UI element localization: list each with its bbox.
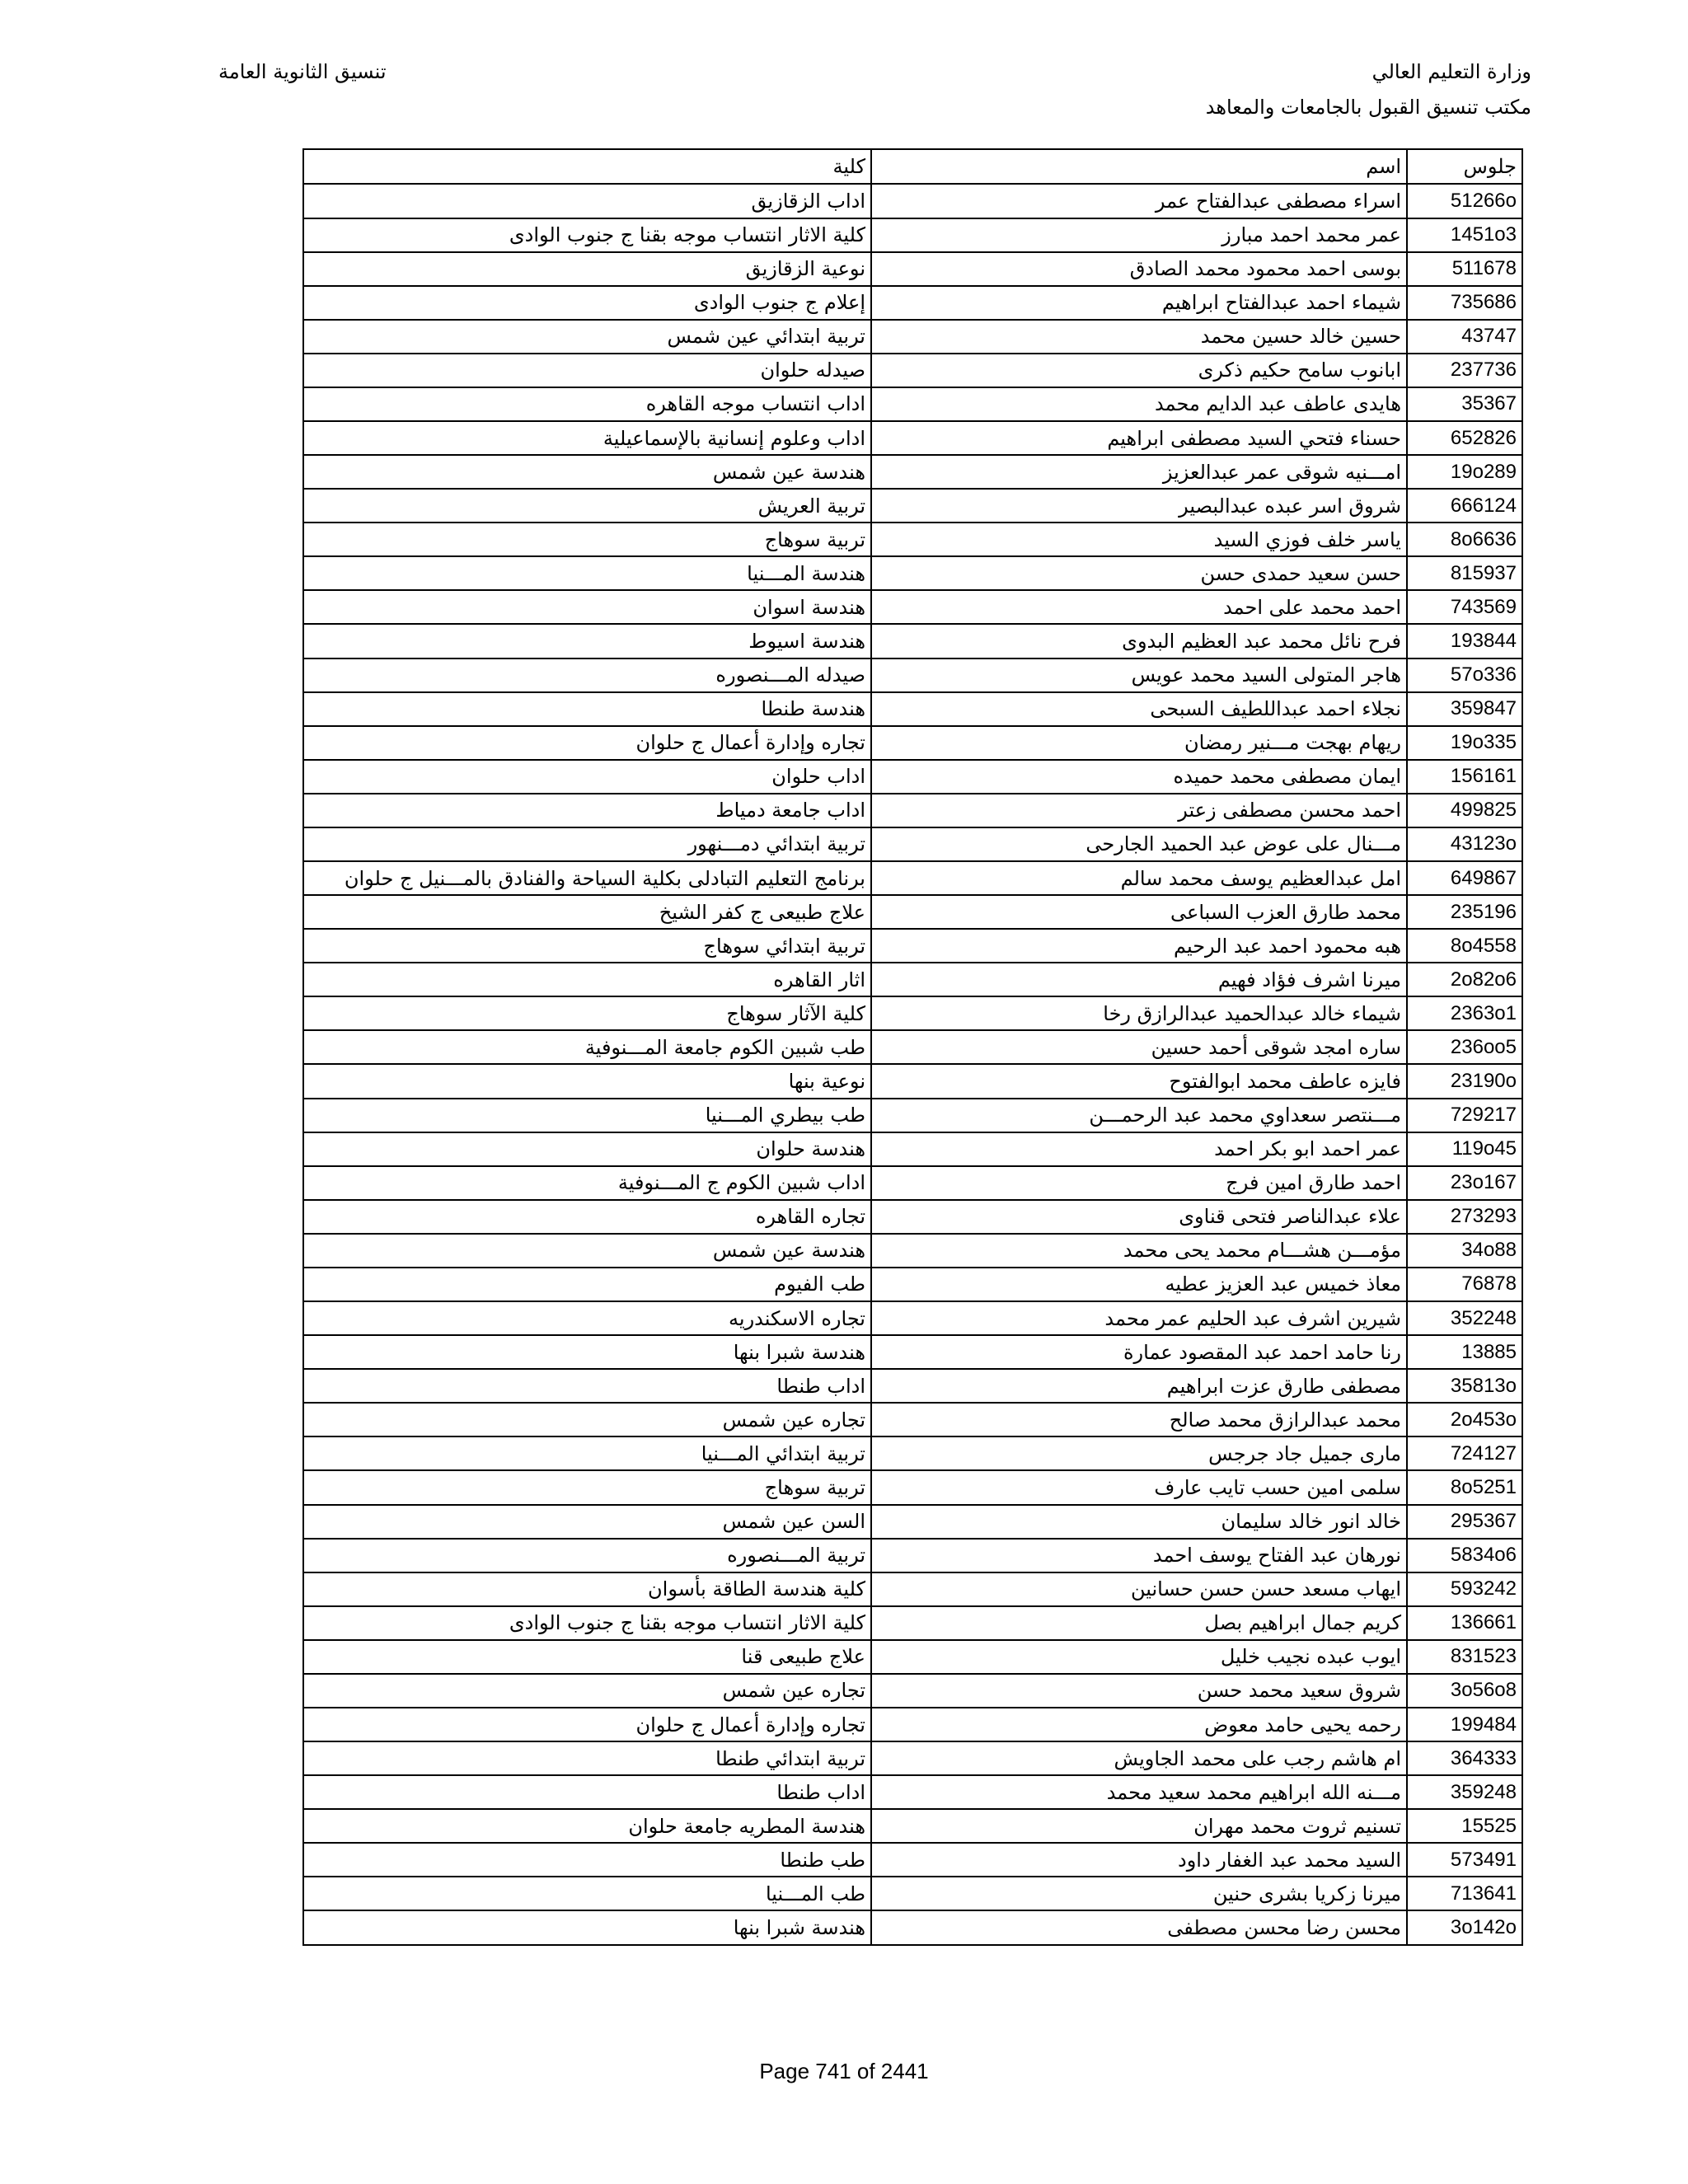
name-cell: ايوب عبده نجيب خليل — [871, 1640, 1407, 1674]
seat-cell: 2o453o — [1407, 1403, 1522, 1436]
seat-cell: 2o82o6 — [1407, 963, 1522, 996]
college-cell: تربية المـــنصوره — [303, 1539, 871, 1572]
name-cell: ايهاب مسعد حسن حسن حسانين — [871, 1572, 1407, 1606]
college-cell: صيدله حلوان — [303, 354, 871, 387]
name-cell: تسنيم ثروت محمد مهران — [871, 1809, 1407, 1843]
table-row — [303, 1268, 1522, 1301]
name-cell: خالد انور خالد سليمان — [871, 1505, 1407, 1539]
college-cell: تجاره وإدارة أعمال ج حلوان — [303, 726, 871, 760]
table-row — [303, 1030, 1522, 1064]
college-cell: تربية ابتدائي طنطا — [303, 1741, 871, 1775]
college-cell: كلية هندسة الطاقة بأسوان — [303, 1572, 871, 1606]
name-cell: شيماء خالد عبدالحميد عبدالرازق رخا — [871, 996, 1407, 1030]
college-cell: اداب طنطا — [303, 1775, 871, 1809]
seat-cell: 359847 — [1407, 692, 1522, 726]
college-cell: كلية الاثار انتساب موجه بقنا ج جنوب الوادى — [303, 218, 871, 252]
name-cell: معاذ خميس عبد العزيز عطيه — [871, 1268, 1407, 1301]
seat-cell: 43747 — [1407, 320, 1522, 354]
column-header-college: كلية — [303, 149, 871, 184]
table-row — [303, 1200, 1522, 1234]
table-row — [303, 320, 1522, 354]
name-cell: ابانوب سامح حكيم ذكرى — [871, 354, 1407, 387]
name-cell: كريم جمال ابراهيم بصل — [871, 1606, 1407, 1640]
college-cell: تربية ابتدائي سوهاج — [303, 929, 871, 963]
college-cell: تربية سوهاج — [303, 523, 871, 556]
college-cell: هندسة حلوان — [303, 1132, 871, 1166]
name-cell: ميرنا زكريا بشرى حنين — [871, 1877, 1407, 1910]
seat-cell: 51266o — [1407, 184, 1522, 218]
college-cell: طب بيطري المـــنيا — [303, 1099, 871, 1132]
table-row — [303, 929, 1522, 963]
name-cell: امل عبدالعظيم يوسف محمد سالم — [871, 861, 1407, 895]
table-row — [303, 1369, 1522, 1403]
name-cell: رحمه يحيى حامد معوض — [871, 1708, 1407, 1741]
seat-cell: 23190o — [1407, 1064, 1522, 1098]
name-cell: محسن رضا محسن مصطفى — [871, 1910, 1407, 1945]
college-cell: هندسة طنطا — [303, 692, 871, 726]
seat-cell: 236oo5 — [1407, 1030, 1522, 1064]
seat-cell: 119o45 — [1407, 1132, 1522, 1166]
college-cell: اداب وعلوم إنسانية بالإسماعيلية — [303, 421, 871, 455]
name-cell: مؤمـــن هشـــام محمد يحى محمد — [871, 1234, 1407, 1268]
seat-cell: 43123o — [1407, 827, 1522, 861]
college-cell: اداب جامعة دمياط — [303, 794, 871, 827]
college-cell: هندسة المـــنيا — [303, 556, 871, 590]
table-row — [303, 1403, 1522, 1436]
college-cell: طب الفيوم — [303, 1268, 871, 1301]
college-cell: تربية العريش — [303, 489, 871, 523]
table-row — [303, 1539, 1522, 1572]
seat-cell: 713641 — [1407, 1877, 1522, 1910]
seat-cell: 1451o3 — [1407, 218, 1522, 252]
seat-cell: 19o335 — [1407, 726, 1522, 760]
table-row — [303, 861, 1522, 895]
table-row — [303, 726, 1522, 760]
college-cell: تجاره الاسكندريه — [303, 1301, 871, 1335]
name-cell: عمر احمد ابو بكر احمد — [871, 1132, 1407, 1166]
column-header-seat: جلوس — [1407, 149, 1522, 184]
seat-cell: 2363o1 — [1407, 996, 1522, 1030]
seat-cell: 34o88 — [1407, 1234, 1522, 1268]
college-cell: صيدله المـــنصوره — [303, 658, 871, 692]
seat-cell: 76878 — [1407, 1268, 1522, 1301]
name-cell: هايدى عاطف عبد الدايم محمد — [871, 387, 1407, 421]
college-cell: إعلام ج جنوب الوادى — [303, 286, 871, 320]
name-cell: حسناء فتحي السيد مصطفى ابراهيم — [871, 421, 1407, 455]
seat-cell: 499825 — [1407, 794, 1522, 827]
seat-cell: 724127 — [1407, 1436, 1522, 1470]
table-header-row — [303, 149, 1522, 184]
seat-cell: 199484 — [1407, 1708, 1522, 1741]
seat-cell: 831523 — [1407, 1640, 1522, 1674]
seat-cell: 237736 — [1407, 354, 1522, 387]
name-cell: عمر محمد احمد مبارز — [871, 218, 1407, 252]
college-cell: علاج طبيعى ج كفر الشيخ — [303, 895, 871, 929]
name-cell: مصطفى طارق عزت ابراهيم — [871, 1369, 1407, 1403]
seat-cell: 3o56o8 — [1407, 1674, 1522, 1708]
college-cell: برنامج التعليم التبادلى بكلية السياحة والفنادق بالمـــنيل ج حلوان — [303, 861, 871, 895]
college-cell: تجاره عين شمس — [303, 1403, 871, 1436]
college-cell: طب شبين الكوم جامعة المـــنوفية — [303, 1030, 871, 1064]
seat-cell: 35367 — [1407, 387, 1522, 421]
name-cell: ايمان مصطفى محمد حميده — [871, 760, 1407, 794]
college-cell: كلية الآثار سوهاج — [303, 996, 871, 1030]
college-cell: اداب شبين الكوم ج المـــنوفية — [303, 1166, 871, 1200]
table-row — [303, 827, 1522, 861]
seat-cell: 8o5251 — [1407, 1470, 1522, 1504]
table-row — [303, 1572, 1522, 1606]
name-cell: هاجر المتولى السيد محمد عويس — [871, 658, 1407, 692]
name-cell: شروق سعيد محمد حسن — [871, 1674, 1407, 1708]
seat-cell: 15525 — [1407, 1809, 1522, 1843]
name-cell: شروق اسر عبده عبدالبصير — [871, 489, 1407, 523]
name-cell: ام هاشم رجب على محمد الجاويش — [871, 1741, 1407, 1775]
results-table — [302, 148, 1523, 1946]
table-row — [303, 1335, 1522, 1369]
seat-cell: 352248 — [1407, 1301, 1522, 1335]
seat-cell: 511678 — [1407, 252, 1522, 286]
name-cell: نجلاء احمد عبداللطيف السبحى — [871, 692, 1407, 726]
college-cell: اثار القاهره — [303, 963, 871, 996]
name-cell: مـــنه الله ابراهيم محمد سعيد محمد — [871, 1775, 1407, 1809]
name-cell: فايزه عاطف محمد ابوالفتوح — [871, 1064, 1407, 1098]
table-row — [303, 692, 1522, 726]
college-cell: هندسة المطريه جامعة حلوان — [303, 1809, 871, 1843]
ministry-title: وزارة التعليم العالي — [1372, 60, 1531, 83]
name-cell: محمد طارق العزب السباعى — [871, 895, 1407, 929]
name-cell: ميرنا اشرف فؤاد فهيم — [871, 963, 1407, 996]
table-row — [303, 1132, 1522, 1166]
college-cell: السن عين شمس — [303, 1505, 871, 1539]
table-row — [303, 1640, 1522, 1674]
college-cell: نوعية بنها — [303, 1064, 871, 1098]
name-cell: نورهان عبد الفتاح يوسف احمد — [871, 1539, 1407, 1572]
office-title: مكتب تنسيق القبول بالجامعات والمعاهد — [1205, 96, 1531, 119]
seat-cell: 359248 — [1407, 1775, 1522, 1809]
seat-cell: 815937 — [1407, 556, 1522, 590]
college-cell: تربية ابتدائي عين شمس — [303, 320, 871, 354]
college-cell: تجاره وإدارة أعمال ج حلوان — [303, 1708, 871, 1741]
table-row — [303, 658, 1522, 692]
seat-cell: 3o142o — [1407, 1910, 1522, 1945]
table-row — [303, 963, 1522, 996]
college-cell: هندسة شبرا بنها — [303, 1335, 871, 1369]
table-row — [303, 286, 1522, 320]
seat-cell: 13885 — [1407, 1335, 1522, 1369]
seat-cell: 295367 — [1407, 1505, 1522, 1539]
table-row — [303, 590, 1522, 624]
column-header-name: اسم — [871, 149, 1407, 184]
seat-cell: 649867 — [1407, 861, 1522, 895]
name-cell: احمد محسن مصطفى زعتر — [871, 794, 1407, 827]
seat-cell: 35813o — [1407, 1369, 1522, 1403]
name-cell: مـــنال على عوض عبد الحميد الجارحى — [871, 827, 1407, 861]
seat-cell: 8o4558 — [1407, 929, 1522, 963]
college-cell: تجاره عين شمس — [303, 1674, 871, 1708]
table-row — [303, 1436, 1522, 1470]
college-cell: طب المـــنيا — [303, 1877, 871, 1910]
name-cell: شيرين اشرف عبد الحليم عمر محمد — [871, 1301, 1407, 1335]
college-cell: هندسة اسيوط — [303, 624, 871, 658]
table-row — [303, 1877, 1522, 1910]
table-row — [303, 421, 1522, 455]
name-cell: علاء عبدالناصر فتحى قناوى — [871, 1200, 1407, 1234]
name-cell: حسين خالد حسين محمد — [871, 320, 1407, 354]
name-cell: شيماء احمد عبدالفتاح ابراهيم — [871, 286, 1407, 320]
college-cell: طب طنطا — [303, 1843, 871, 1877]
seat-cell: 364333 — [1407, 1741, 1522, 1775]
table-row — [303, 1166, 1522, 1200]
college-cell: هندسة شبرا بنها — [303, 1910, 871, 1945]
college-cell: اداب طنطا — [303, 1369, 871, 1403]
college-cell: علاج طبيعى قنا — [303, 1640, 871, 1674]
seat-cell: 23o167 — [1407, 1166, 1522, 1200]
seat-cell: 193844 — [1407, 624, 1522, 658]
table-row — [303, 1606, 1522, 1640]
seat-cell: 5834o6 — [1407, 1539, 1522, 1572]
name-cell: فرح نائل محمد عبد العظيم البدوى — [871, 624, 1407, 658]
coordination-title: تنسيق الثانوية العامة — [218, 60, 387, 83]
name-cell: محمد عبدالرازق محمد صالح — [871, 1403, 1407, 1436]
seat-cell: 136661 — [1407, 1606, 1522, 1640]
table-row — [303, 523, 1522, 556]
seat-cell: 273293 — [1407, 1200, 1522, 1234]
college-cell: اداب الزقازيق — [303, 184, 871, 218]
table-row — [303, 455, 1522, 489]
table-row — [303, 1234, 1522, 1268]
table-row — [303, 1099, 1522, 1132]
table-row — [303, 556, 1522, 590]
name-cell: حسن سعيد حمدى حسن — [871, 556, 1407, 590]
college-cell: تربية ابتدائي دمـــنهور — [303, 827, 871, 861]
name-cell: مارى جميل جاد جرجس — [871, 1436, 1407, 1470]
table-row — [303, 996, 1522, 1030]
seat-cell: 8o6636 — [1407, 523, 1522, 556]
table-row — [303, 1741, 1522, 1775]
college-cell: نوعية الزقازيق — [303, 252, 871, 286]
seat-cell: 573491 — [1407, 1843, 1522, 1877]
name-cell: ياسر خلف فوزي السيد — [871, 523, 1407, 556]
seat-cell: 19o289 — [1407, 455, 1522, 489]
table-row — [303, 1064, 1522, 1098]
table-row — [303, 1809, 1522, 1843]
table-row — [303, 895, 1522, 929]
name-cell: احمد محمد على احمد — [871, 590, 1407, 624]
table-row — [303, 1505, 1522, 1539]
seat-cell: 57o336 — [1407, 658, 1522, 692]
table-row — [303, 218, 1522, 252]
table-row — [303, 1775, 1522, 1809]
name-cell: امـــنيه شوقى عمر عبدالعزيز — [871, 455, 1407, 489]
table-row — [303, 1910, 1522, 1945]
name-cell: هبه محمود احمد عبد الرحيم — [871, 929, 1407, 963]
seat-cell: 235196 — [1407, 895, 1522, 929]
seat-cell: 729217 — [1407, 1099, 1522, 1132]
table-row — [303, 354, 1522, 387]
table-row — [303, 1674, 1522, 1708]
name-cell: بوسى احمد محمود محمد الصادق — [871, 252, 1407, 286]
table-row — [303, 1470, 1522, 1504]
seat-cell: 666124 — [1407, 489, 1522, 523]
table-row — [303, 1843, 1522, 1877]
table-row — [303, 1301, 1522, 1335]
table-row — [303, 1708, 1522, 1741]
table-row — [303, 760, 1522, 794]
seat-cell: 652826 — [1407, 421, 1522, 455]
table-row — [303, 184, 1522, 218]
table-row — [303, 794, 1522, 827]
name-cell: ريهام بهجت مـــنير رمضان — [871, 726, 1407, 760]
college-cell: كلية الاثار انتساب موجه بقنا ج جنوب الوادى — [303, 1606, 871, 1640]
name-cell: ساره امجد شوقى أحمد حسين — [871, 1030, 1407, 1064]
seat-cell: 156161 — [1407, 760, 1522, 794]
results-table-body — [303, 149, 1522, 1945]
table-row — [303, 624, 1522, 658]
college-cell: هندسة اسوان — [303, 590, 871, 624]
college-cell: تربية ابتدائي المـــنيا — [303, 1436, 871, 1470]
name-cell: سلمى امين حسب تايب عارف — [871, 1470, 1407, 1504]
name-cell: السيد محمد عبد الغفار داود — [871, 1843, 1407, 1877]
college-cell: اداب انتساب موجه القاهره — [303, 387, 871, 421]
college-cell: هندسة عين شمس — [303, 455, 871, 489]
seat-cell: 743569 — [1407, 590, 1522, 624]
seat-cell: 735686 — [1407, 286, 1522, 320]
page-number: Page 741 of 2441 — [759, 2059, 929, 2083]
college-cell: تجاره القاهره — [303, 1200, 871, 1234]
name-cell: اسراء مصطفى عبدالفتاح عمر — [871, 184, 1407, 218]
seat-cell: 593242 — [1407, 1572, 1522, 1606]
table-row — [303, 252, 1522, 286]
table-row — [303, 387, 1522, 421]
name-cell: مـــنتصر سعداوي محمد عبد الرحمـــن — [871, 1099, 1407, 1132]
name-cell: احمد طارق امين فرج — [871, 1166, 1407, 1200]
college-cell: هندسة عين شمس — [303, 1234, 871, 1268]
college-cell: تربية سوهاج — [303, 1470, 871, 1504]
table-row — [303, 489, 1522, 523]
name-cell: رنا حامد احمد عبد المقصود عمارة — [871, 1335, 1407, 1369]
college-cell: اداب حلوان — [303, 760, 871, 794]
